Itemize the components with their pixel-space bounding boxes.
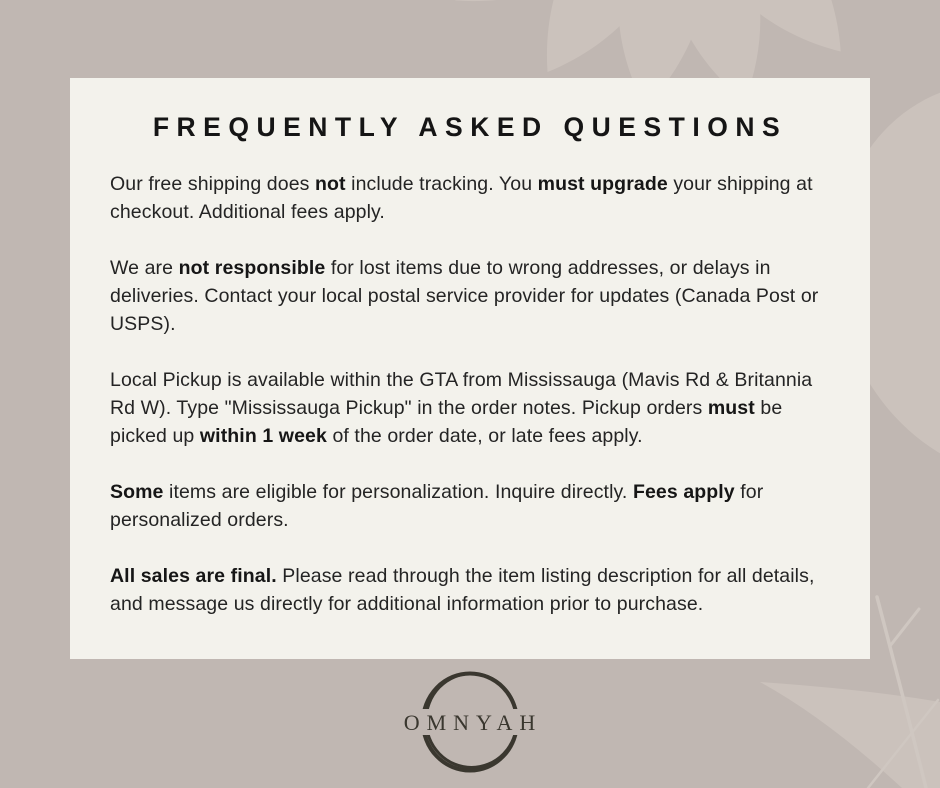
faq-text-bold: not bbox=[315, 173, 346, 195]
faq-text-bold: not responsible bbox=[178, 257, 326, 279]
faq-text: your shipping at checkout. Additional fees apply. bbox=[110, 173, 813, 223]
brand-logo bbox=[0, 661, 940, 786]
page-title: FREQUENTLY ASKED QUESTIONS bbox=[152, 112, 788, 142]
faq-paragraph bbox=[110, 366, 830, 450]
faq-text-bold: Some bbox=[110, 481, 164, 503]
faq-paragraphs bbox=[110, 170, 830, 618]
faq-paragraph bbox=[110, 254, 830, 338]
faq-paragraph bbox=[110, 478, 830, 534]
faq-text: for personalized orders. bbox=[110, 481, 764, 531]
faq-text: Local Pickup is available within the GTA from Mississauga (Mavis Rd & Britannia Rd W). Type "Mississauga Pickup" in the order notes. Pickup orders bbox=[110, 369, 813, 419]
circle-o-monogram-icon bbox=[380, 661, 560, 786]
faq-text-bold: within 1 week bbox=[199, 425, 327, 447]
faq-text: include tracking. You bbox=[345, 173, 538, 195]
faq-paragraph bbox=[110, 170, 830, 226]
faq-paragraph bbox=[110, 562, 830, 618]
faq-text: We are bbox=[110, 257, 179, 279]
faq-text-bold: must bbox=[707, 397, 755, 419]
faq-text-bold: Fees apply bbox=[632, 481, 735, 503]
faq-card bbox=[70, 78, 870, 659]
faq-text: items are eligible for personalization. Inquire directly. bbox=[163, 481, 633, 503]
faq-text: be picked up bbox=[110, 397, 783, 447]
faq-text-bold: must upgrade bbox=[537, 173, 668, 195]
faq-text-bold: All sales are final. bbox=[110, 565, 277, 587]
brand-wordmark: OMNYAH bbox=[403, 710, 543, 735]
faq-text: for lost items due to wrong addresses, or delays in deliveries. Contact your local postal service provider for updates (Canada Post or USPS). bbox=[110, 257, 819, 335]
faq-text: of the order date, or late fees apply. bbox=[326, 425, 643, 447]
faq-text: Please read through the item listing description for all details, and message us directly for additional information prior to purchase. bbox=[110, 565, 815, 615]
faq-text: Our free shipping does bbox=[110, 173, 316, 195]
